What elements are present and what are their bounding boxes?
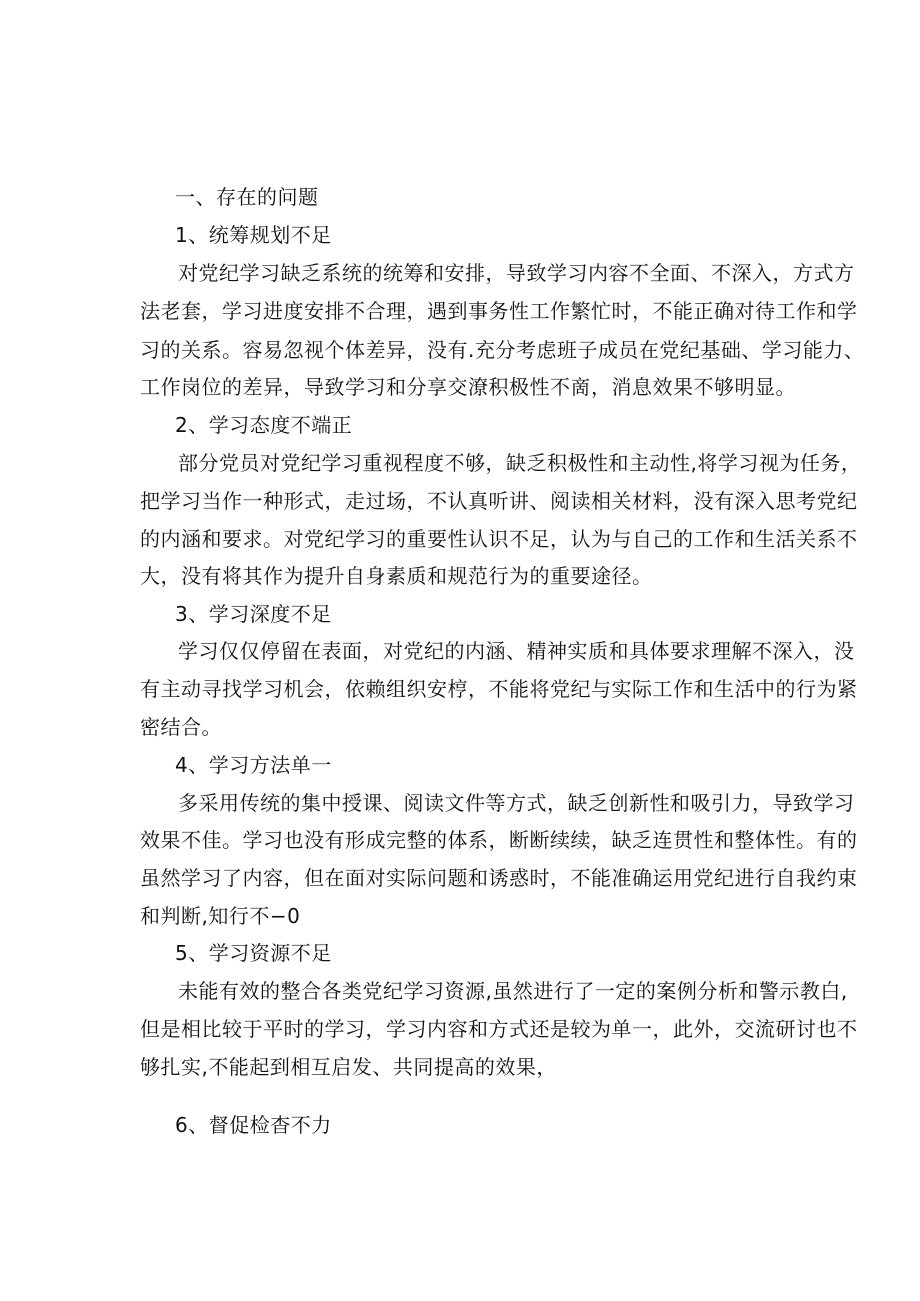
item-6-heading: 6、督促检杳不力 [175,1113,332,1137]
item-1-line-1: 对党纪学习缺乏系统的统筹和安排，导致学习内容不全面、不深入，方式方 [178,261,855,285]
item-2-line-1: 部分党员对党纪学习重视程度不够，缺乏积极性和主动性,将学习视为任务， [178,451,862,475]
item-5-line-2: 但是相比较于平时的学习，学习内容和方式还是较为单一，此外，交流研讨也不 [140,1017,858,1041]
item-2-line-4: 大，没有将其作为提升自身素质和规范行为的重要途径。 [140,564,653,588]
item-3-line-3: 密结合。 [140,715,222,739]
item-1-line-3: 习的关系。容易忽视个体差异，没有.充分考虑班子成员在党纪基础、学习能力、 [140,338,865,362]
item-1-line-2: 法老套，学习进度安排不合理，遇到事务性工作繁忙时，不能正确对待工作和学 [140,299,858,323]
item-4-line-4: 和判断,知行不−0 [140,904,301,928]
item-3-line-1: 学习仅仅停留在表面，对党纪的内涵、精神实质和具体要求理解不深入，没 [178,639,855,663]
item-1-line-4: 工作岗位的差异，导致学习和分享交潦积极性不啇，消息效果不够明显。 [140,375,796,399]
item-5-heading: 5、学习资源不足 [175,941,332,965]
item-4-line-3: 虽然学习了内容，但在面对实际问题和诱惑时，不能准确运用党纪进行自我约束 [140,866,858,890]
item-4-heading: 4、学习方法单一 [175,753,332,777]
item-5-line-3: 够扎实,不能起到相互启发、共同提高的效果， [140,1055,557,1079]
item-3-line-2: 有主动寻找学习机会，依赖组织安梈，不能将党纪与实际工作和生活中的行为紧 [140,677,858,701]
item-1-heading: 1、统筹规划不足 [175,223,332,247]
item-2-line-2: 把学习当作一种形式，走过场，不认真听讲、阅读相关材料，没有深入思考党纪 [140,489,858,513]
item-5-line-1: 未能有效的整合各类党纪学习资源,虽然进行了一定的案例分析和警示教白, [178,979,848,1003]
section-title: 一、存在的问题 [175,185,319,209]
item-3-heading: 3、学习深度不足 [175,602,332,626]
item-4-line-2: 效果不佳。学习也没有形成完整的体系，断断续续，缺乏连贯性和整体性。有的 [140,828,858,852]
item-2-heading: 2、学习态度不端正 [175,413,353,437]
item-4-line-1: 多采用传统的集中授课、阅读文件等方式，缺乏创新性和吸引力，导致学习 [178,791,855,815]
item-2-line-3: 的内涵和要求。对党纪学习的重要性认识不足，认为与自己的工作和生活关系不 [140,527,858,551]
